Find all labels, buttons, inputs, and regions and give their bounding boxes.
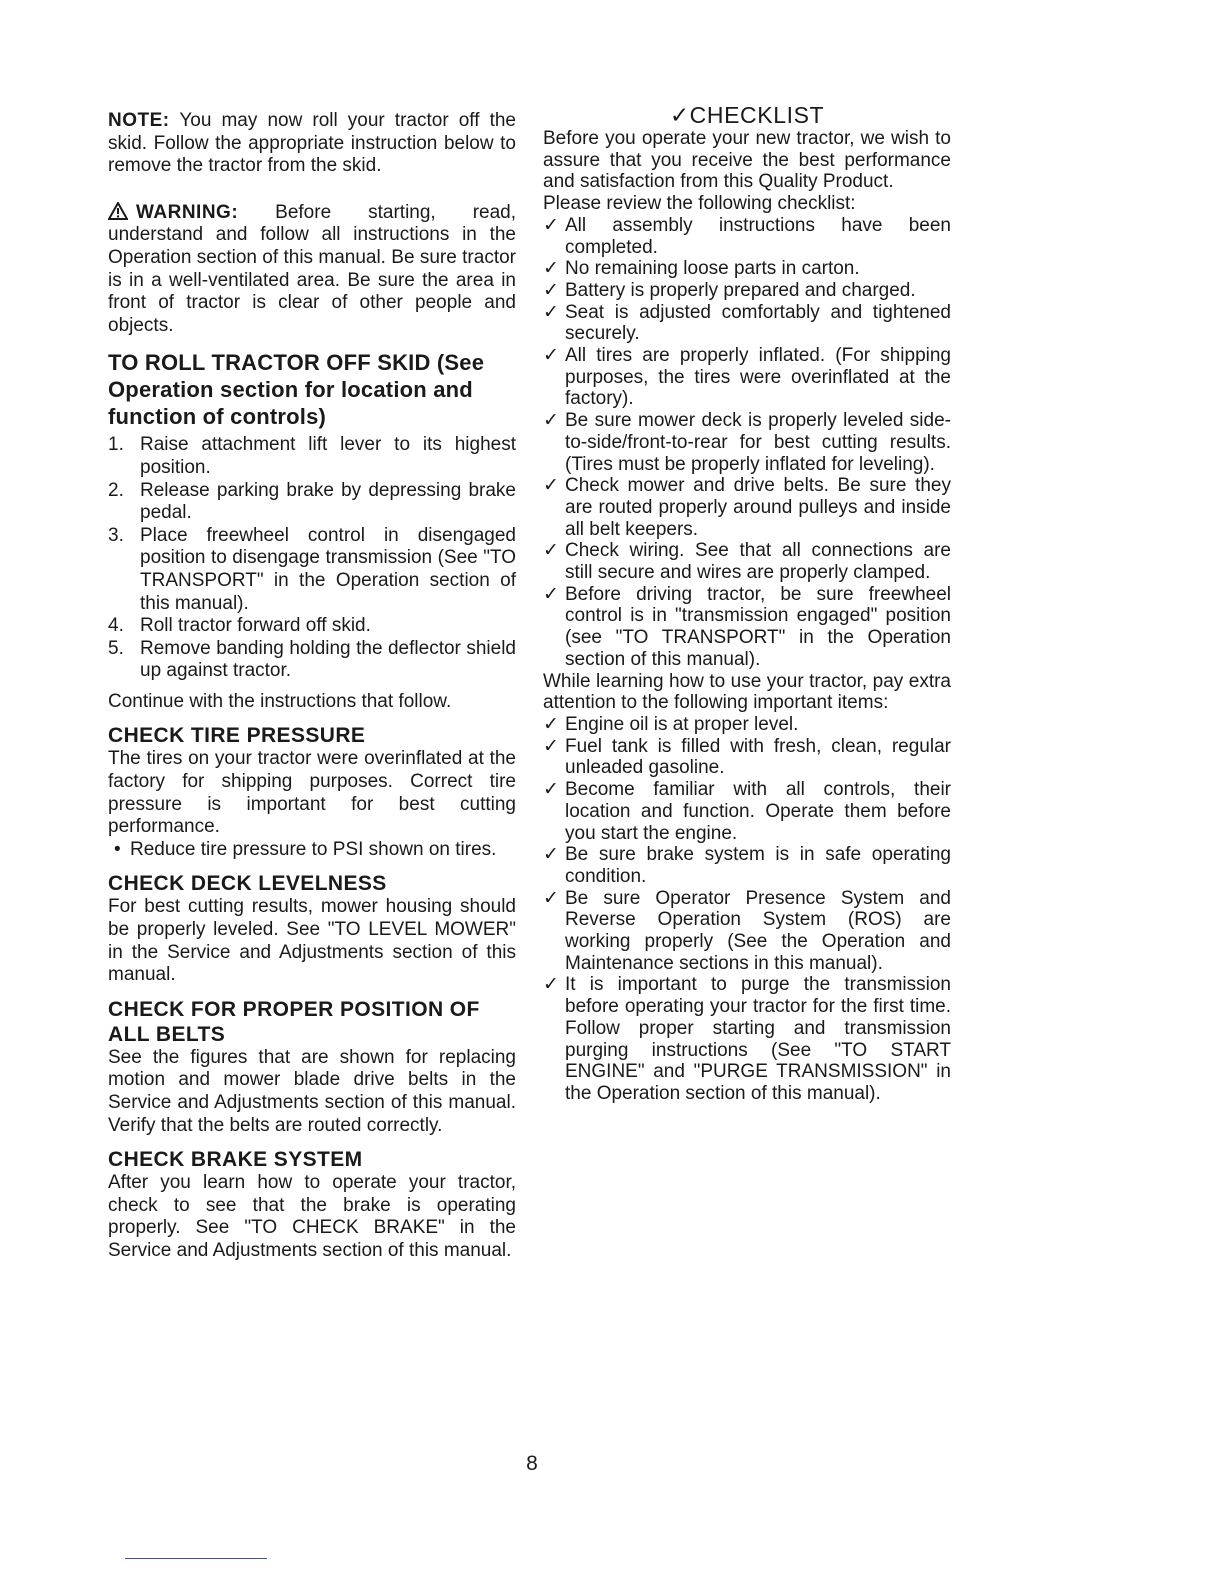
check-mark-icon: ✓ [543, 540, 559, 562]
list-item: 4. Roll tractor forward off skid. [108, 615, 371, 637]
learning-text: While learning how to use your tractor, pay extra attention to the following important items: [543, 670, 951, 714]
list-item: ✓ All assembly instructions have been completed. [543, 214, 951, 258]
list-item: ✓ Fuel tank is filled with fresh, clean, regular unleaded gasoline. [543, 735, 951, 779]
list-item: ✓ It is important to purge the transmission before operating your tractor for the first time. Follow proper starting and transmission purging instructions (See "TO START ENGINE" and "PURGE TRANSMISSION" in the Operation section of this manual). [543, 974, 951, 1104]
deck-heading: CHECK DECK LEVELNESS [108, 872, 387, 896]
checklist-items [543, 215, 951, 671]
list-item: ✓ Be sure mower deck is properly leveled side-to-side/front-to-rear for best cutting results. (Tires must be properly inflated for leveling). [543, 410, 951, 475]
brake-heading: CHECK BRAKE SYSTEM [108, 1148, 363, 1172]
note-text: You may now roll your tractor off the skid. Follow the appropriate instruction below to remove the tractor from the skid. [108, 110, 516, 177]
check-mark-icon: ✓ [543, 887, 559, 909]
list-item: 5. Remove banding holding the deflector shield up against tractor. [108, 637, 516, 682]
list-item: ✓ Seat is adjusted comfortably and tightened securely. [543, 301, 951, 345]
checklist-review: Please review the following checklist: [543, 193, 856, 215]
list-item: ✓ Become familiar with all controls, their location and function. Operate them before you start the engine. [543, 779, 951, 844]
list-item: ✓ All tires are properly inflated. (For shipping purposes, the tires were overinflated at the factory). [543, 345, 951, 410]
checklist-intro: Before you operate your new tractor, we wish to assure that you receive the best performance and satisfaction from this Quality Product. [543, 128, 951, 193]
list-item: 1. Raise attachment lift lever to its highest position. [108, 434, 516, 478]
check-mark-icon: ✓ [543, 713, 559, 735]
check-mark-icon: ✓ [543, 583, 559, 605]
list-item: 3. Place freewheel control in disengaged position to disengage transmission (See "TO TRANSPORT" in the Operation section of this manual). [108, 524, 516, 614]
checklist-heading: ✓CHECKLIST [669, 102, 825, 128]
roll-off-steps [108, 434, 516, 683]
right-column [543, 103, 951, 1105]
list-item: ✓ Before driving tractor, be sure freewheel control is in "transmission engaged" position (see "TO TRANSPORT" in the Operation section of this manual). [543, 583, 951, 670]
list-item: ✓ Check wiring. See that all connections are still secure and wires are properly clamped. [543, 540, 951, 584]
note-label: NOTE: [108, 110, 170, 131]
check-mark-icon: ✓ [543, 301, 559, 323]
note-paragraph [108, 110, 516, 178]
check-mark-icon: ✓ [543, 844, 559, 866]
check-mark-icon: ✓ [543, 475, 559, 497]
check-mark-icon: ✓ [543, 410, 559, 432]
list-item: ✓ Be sure brake system is in safe operating condition. [543, 844, 951, 887]
left-column [108, 110, 516, 1263]
brake-text: After you learn how to operate your tractor, check to see that the brake is operating properly. See "TO CHECK BRAKE" in the Service and Adjustments section of this manual. [108, 1172, 516, 1261]
list-item: ✓ Check mower and drive belts. Be sure they are routed properly around pulleys and inside all belt keepers. [543, 475, 951, 540]
list-item: ✓ Battery is properly prepared and charged. [543, 279, 916, 301]
tire-text: The tires on your tractor were overinflated at the factory for shipping purposes. Correct tire pressure is important for best cutting performance. [108, 748, 516, 838]
check-mark-icon: ✓ [543, 258, 559, 280]
roll-off-heading: TO ROLL TRACTOR OFF SKID (See Operation section for location and function of controls) [108, 350, 485, 430]
deck-text: For best cutting results, mower housing should be properly leveled. See "TO LEVEL MOWER" in the Service and Adjustments section of this manual. [108, 896, 516, 986]
continue-text: Continue with the instructions that follow. [108, 690, 452, 712]
tire-heading: CHECK TIRE PRESSURE [108, 724, 366, 748]
footer-rule [125, 1558, 267, 1559]
list-item: ✓ Be sure Operator Presence System and Reverse Operation System (ROS) are working properly (See the Operation and Maintenance sections in this manual). [543, 887, 951, 974]
learning-items [543, 714, 951, 1105]
warning-label: WARNING: [136, 201, 239, 223]
check-mark-icon: ✓ [543, 214, 559, 236]
tire-bullet: • Reduce tire pressure to PSI shown on tires. [114, 838, 497, 860]
list-item: ✓ Engine oil is at proper level. [543, 713, 799, 735]
check-mark-icon: ✓ [543, 345, 559, 367]
list-item: 2. Release parking brake by depressing brake pedal. [108, 479, 516, 524]
check-mark-icon: ✓ [543, 279, 559, 301]
check-mark-icon: ✓ [543, 735, 559, 757]
belts-text: See the figures that are shown for replacing motion and mower blade drive belts in the Service and Adjustments section of this manual. Verify that the belts are routed correctly. [108, 1046, 516, 1136]
list-item: ✓ No remaining loose parts in carton. [543, 258, 860, 280]
warning-text: Before starting, read, understand and follow all instructions in the Operation section of this manual. Be sure tractor is in a well-ventilated area. Be sure the area in front of tractor is clear of other people and objects. [108, 201, 517, 336]
check-mark-icon: ✓ [543, 974, 559, 996]
page-number: 8 [526, 1452, 538, 1475]
warning-paragraph [108, 202, 516, 338]
warning-triangle-icon [108, 202, 128, 220]
belts-heading: CHECK FOR PROPER POSITION OF ALL BELTS [108, 997, 480, 1046]
check-mark-icon: ✓ [543, 779, 559, 801]
